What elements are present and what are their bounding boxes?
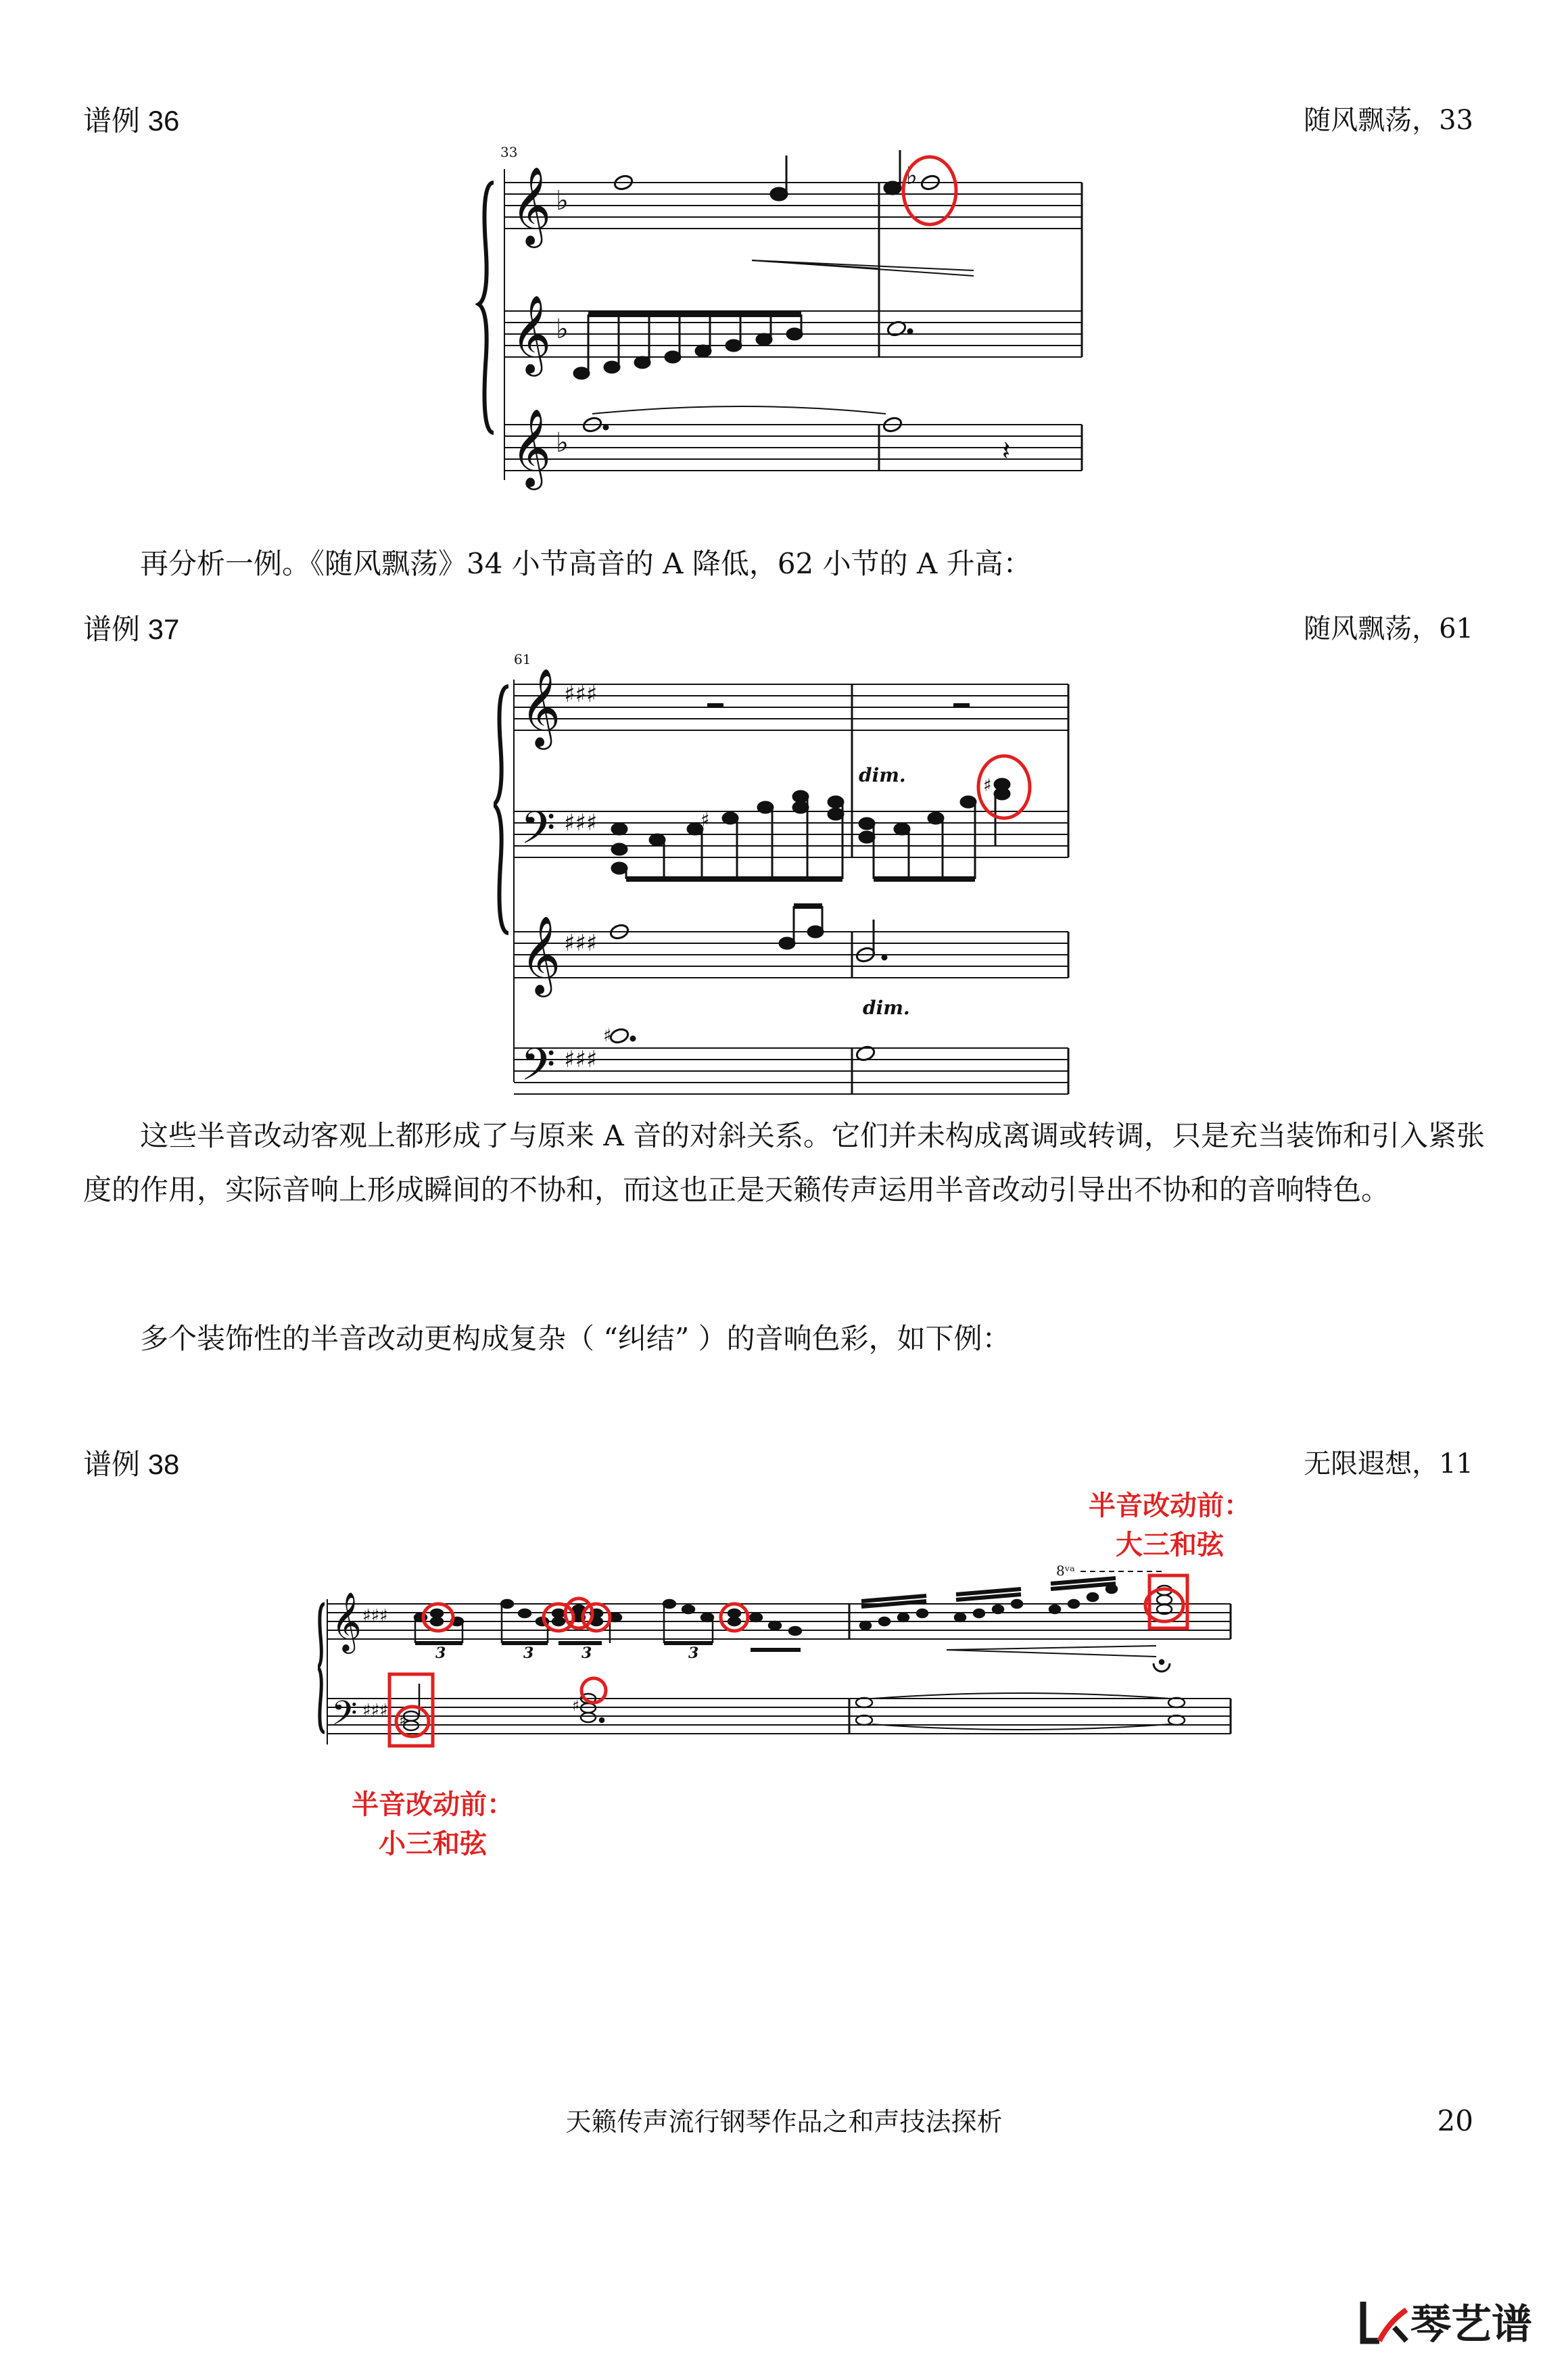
svg-text:𝄞: 𝄞 xyxy=(511,294,552,373)
svg-text:𝄞: 𝄞 xyxy=(511,408,552,487)
paragraph-1: 再分析一例。《随风飘荡》34 小节高音的 A 降低，62 小节的 A 升高： xyxy=(140,547,1032,580)
score-example-36 xyxy=(473,142,1095,507)
svg-text:♯♯♯: ♯♯♯ xyxy=(564,681,598,708)
example-38-label: 谱例 38 xyxy=(83,1448,180,1480)
svg-text:♯: ♯ xyxy=(983,776,992,796)
footer-title: 天籁传声流行钢琴作品之和声技法探析 xyxy=(565,2108,1003,2137)
annotation-major: 半音改动前： 大三和弦 xyxy=(1089,1491,1251,1560)
svg-text:𝄞: 𝄞 xyxy=(521,667,561,746)
annotation-minor: 半音改动前： 小三和弦 xyxy=(352,1790,514,1859)
dynamic-marking: dim. xyxy=(859,764,906,786)
svg-text:♯: ♯ xyxy=(572,1698,579,1715)
svg-text:♯♯♯: ♯♯♯ xyxy=(362,1701,388,1721)
svg-text:3: 3 xyxy=(581,1644,592,1662)
example-37-label: 谱例 37 xyxy=(83,613,180,645)
svg-text:𝄞: 𝄞 xyxy=(521,915,561,994)
svg-text:3: 3 xyxy=(688,1644,699,1662)
svg-text:𝄽: 𝄽 xyxy=(1002,435,1011,467)
svg-text:♯♯♯: ♯♯♯ xyxy=(564,930,598,957)
svg-text:♭: ♭ xyxy=(556,185,569,216)
octave-marking: 8ᵛᵃ xyxy=(1056,1563,1075,1579)
svg-text:♭: ♭ xyxy=(906,162,918,190)
svg-text:♯: ♯ xyxy=(603,1026,612,1046)
paragraph-3: 多个装饰性的半音改动更构成复杂（ “纠结” ）的音响色彩，如下例： xyxy=(140,1322,1011,1355)
example-37-source: 随风飘荡，61 xyxy=(1304,613,1473,644)
svg-text:♯♯♯: ♯♯♯ xyxy=(564,1046,598,1073)
score-example-37 xyxy=(494,649,1089,1095)
svg-text:♭: ♭ xyxy=(556,427,569,458)
logo xyxy=(1359,2292,1532,2350)
score-example-38 xyxy=(318,1555,1237,1758)
example-37-measure-number: 61 xyxy=(514,651,531,667)
treble-clef-icons xyxy=(511,166,569,490)
svg-text:♯♯♯: ♯♯♯ xyxy=(362,1606,388,1626)
svg-text:♯: ♯ xyxy=(700,809,710,831)
svg-text:𝄞: 𝄞 xyxy=(511,166,552,245)
svg-text:♯♯♯: ♯♯♯ xyxy=(564,809,598,836)
example-36-source: 随风飘荡，33 xyxy=(1304,105,1473,136)
example-36-measure-number: 33 xyxy=(500,144,518,160)
svg-text:3: 3 xyxy=(523,1644,534,1662)
logo-icon xyxy=(1359,2298,1410,2345)
dynamic-marking-2: dim. xyxy=(863,997,910,1019)
svg-text:𝄞: 𝄞 xyxy=(331,1591,362,1651)
svg-text:3: 3 xyxy=(435,1644,446,1662)
svg-text:𝄢: 𝄢 xyxy=(331,1694,358,1741)
svg-text:♭: ♭ xyxy=(556,314,569,345)
svg-text:𝄢: 𝄢 xyxy=(521,1039,556,1095)
example-36-label: 谱例 36 xyxy=(83,105,180,137)
logo-text: 琴艺谱 xyxy=(1410,2301,1532,2348)
highlight-circle xyxy=(903,157,956,224)
staff-treble-1 xyxy=(504,183,1082,229)
svg-text:♯: ♯ xyxy=(399,1713,406,1730)
page-number: 20 xyxy=(1437,2104,1473,2137)
svg-text:𝄢: 𝄢 xyxy=(521,802,556,865)
paragraph-2: 这些半音改动客观上都形成了与原来 A 音的对斜关系。它们并未构成离调或转调，只是充当装饰和引入紧张度的作用，实际音响上形成瞬间的不协和，而这也正是天籁传声运用半音改动引导出不协和的音响特色。 xyxy=(83,1119,1486,1206)
example-38-source: 无限遐想，11 xyxy=(1304,1448,1473,1479)
